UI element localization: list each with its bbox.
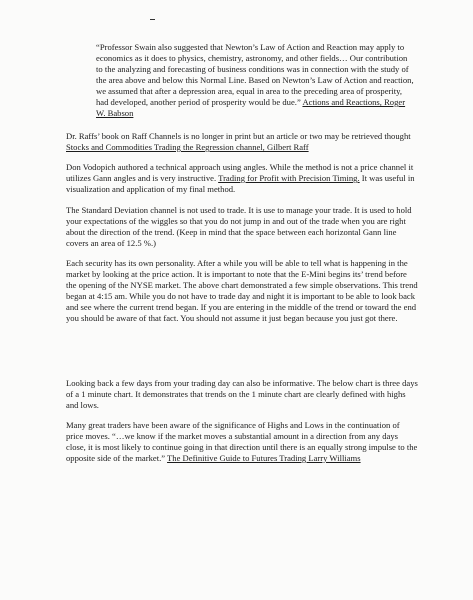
williams-quote-text: Many great traders have been aware of the significance of Highs and Lows in the continuation of price moves. “…we know if the market moves a substantial amount in a direction from any days close, it is most likely to continue going in that direction until there is an equally strong impulse to the opposite side of the market.”	[66, 420, 418, 463]
looking-back-paragraph: Looking back a few days from your trading day can also be informative. The below chart is three days of a 1 minute chart. It demonstrates that trends on the 1 minute chart are clearly defined with highs and lows.	[66, 378, 418, 410]
vodopich-text-before: Don Vodopich authored a technical approach using angles. While the method is not a price channel it utilizes Gann angles and is very instructive.	[66, 162, 414, 183]
vodopich-text-after: It was useful in visualization and application of my final method.	[66, 173, 415, 194]
babson-quote-paragraph	[96, 42, 414, 119]
babson-citation-link[interactable]: Actions and Reactions, Roger W. Babson	[96, 97, 406, 118]
vodopich-paragraph	[66, 162, 418, 195]
williams-book-link[interactable]: The Definitive Guide to Futures Trading Larry Williams	[167, 453, 361, 463]
raff-text: Dr. Raffs’ book on Raff Channels is no longer in print but an article or two may be retrieved thought	[66, 131, 411, 141]
raff-channels-paragraph	[66, 131, 416, 153]
highs-lows-paragraph	[66, 420, 418, 464]
vodopich-book-link[interactable]: Trading for Profit with Precision Timing.	[218, 173, 360, 183]
babson-quote-text: “Professor Swain also suggested that Newton’s Law of Action and Reaction may apply to economics as it does to physics, chemistry, astronomy, and other fields… Our contribution to the analyzing and forecasting of business conditions was in connection with the study of the area above and below this Normal Line. Based on Newton’s Law of Action and reaction, we assumed that after a depression area, equal in area to the preceding area of prosperity, had developed, another period of prosperity would be due.”	[96, 42, 414, 107]
dash-mark	[150, 19, 155, 20]
raff-article-link[interactable]: Stocks and Commodities Trading the Regression channel, Gilbert Raff	[66, 142, 309, 152]
standard-deviation-paragraph: The Standard Deviation channel is not used to trade. It is use to manage your trade. It is used to hold your expectations of the wiggles so that you do not jump in and out of the trade when you are right about the direction of the trend. (Keep in mind that the space between each horizontal Gann line covers an area of 12.5 %.)	[66, 205, 412, 248]
cut-off-top-line	[70, 0, 400, 4]
security-personality-paragraph: Each security has its own personality. After a while you will be able to tell what is happening in the market by looking at the price action. It is important to note that the E-Mini begins its’ trend before the opening of the NYSE market. The above chart demonstrated a few simple observations. This trend began at 4:15 am. While you do not have to trade day and night it is important to be able to look back and see where the current trend began. If you are entering in the middle of the trend or toward the end you should be aware of that fact. You should not assume it just began because you just got there.	[66, 258, 418, 323]
